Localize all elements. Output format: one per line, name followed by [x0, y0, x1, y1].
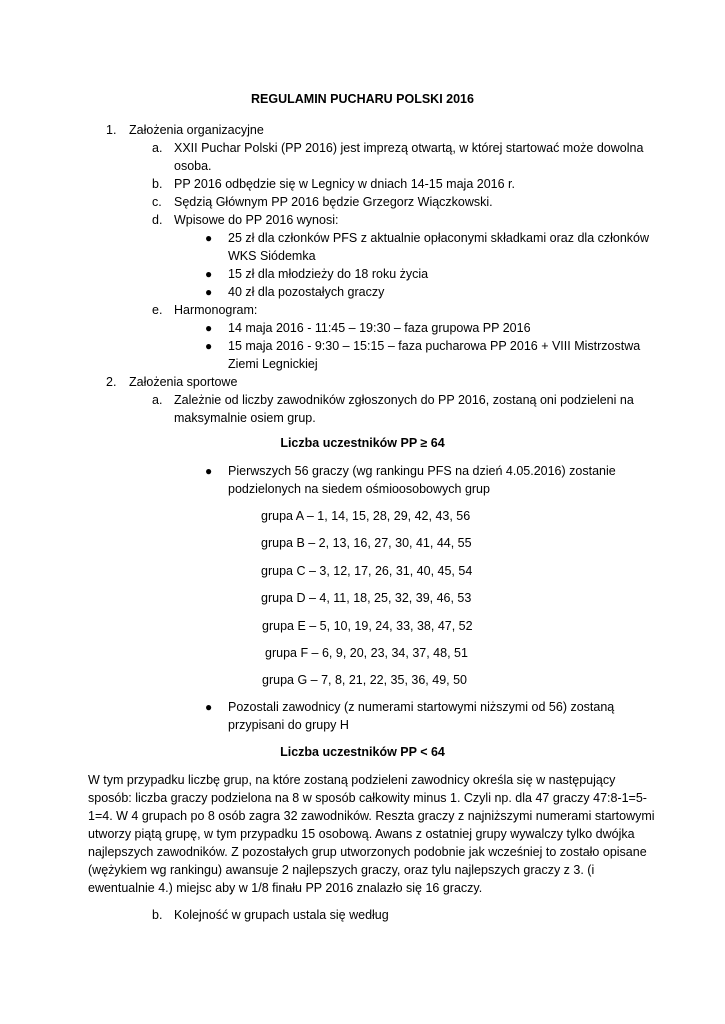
s1-item-c-marker: c.: [152, 195, 162, 209]
s2-item-a-line2: maksymalnie osiem grup.: [174, 411, 316, 425]
s1-item-b-marker: b.: [152, 177, 163, 191]
section-2-number: 2.: [106, 375, 117, 389]
section-2-label: Założenia sportowe: [129, 375, 238, 389]
schedule-day2-line1: 15 maja 2016 - 9:30 – 15:15 – faza pucharowa PP 2016 + VIII Mistrzostwa: [228, 339, 641, 353]
paragraph-line: sposób: liczba graczy podzielona na 8 w sposób całkowity minus 1. Czyli np. dla 47 graczy 47:8-1=5-: [88, 791, 647, 805]
bullet-icon: ●: [205, 464, 213, 478]
s2-item-a-marker: a.: [152, 393, 163, 407]
fee-others: 40 zł dla pozostałych graczy: [228, 285, 385, 299]
s1-item-a-line2: osoba.: [174, 159, 212, 173]
group-a: grupa A – 1, 14, 15, 28, 29, 42, 43, 56: [261, 509, 471, 523]
section-1-number: 1.: [106, 123, 117, 137]
paragraph-line: najlepszych zawodników. Z pozostałych grup utworzonych podobnie jak wcześniej to zostało opisane: [88, 845, 647, 859]
schedule-day1: 14 maja 2016 - 11:45 – 19:30 – faza grupowa PP 2016: [228, 321, 531, 335]
bullet-icon: ●: [205, 321, 213, 335]
group-f: grupa F – 6, 9, 20, 23, 34, 37, 48, 51: [265, 646, 468, 660]
paragraph-line: ewentualnie 4.) miejsc aby w 1/8 finału PP 2016 znalazło się 16 graczy.: [88, 881, 483, 895]
document-title: REGULAMIN PUCHARU POLSKI 2016: [251, 92, 474, 106]
schedule-day2-line2: Ziemi Legnickiej: [228, 357, 318, 371]
group-c: grupa C – 3, 12, 17, 26, 31, 40, 45, 54: [261, 564, 473, 578]
s1-item-b-text: PP 2016 odbędzie się w Legnicy w dniach 14-15 maja 2016 r.: [174, 177, 515, 191]
group-e: grupa E – 5, 10, 19, 24, 33, 38, 47, 52: [262, 619, 473, 633]
s1-item-a-line1: XXII Puchar Polski (PP 2016) jest imprezą otwartą, w której startować może dowolna: [174, 141, 644, 155]
s1-item-d-marker: d.: [152, 213, 163, 227]
bullet-icon: ●: [205, 700, 213, 714]
s1-item-e-text: Harmonogram:: [174, 303, 258, 317]
fee-youth: 15 zł dla młodzieży do 18 roku życia: [228, 267, 429, 281]
s2-item-a-line1: Zależnie od liczby zawodników zgłoszonych do PP 2016, zostaną oni podzieleni na: [174, 393, 634, 407]
heading-participants-ge-64: Liczba uczestników PP ≥ 64: [280, 436, 445, 450]
section-1-label: Założenia organizacyjne: [129, 123, 264, 137]
group-b: grupa B – 2, 13, 16, 27, 30, 41, 44, 55: [261, 536, 472, 550]
paragraph-line: (wężykiem wg rankingu) awansuje 2 najlepszych graczy, oraz tylu najlepszych graczy z 3. (i: [88, 863, 595, 877]
fee-pfs-line1: 25 zł dla członków PFS z aktualnie opłaconymi składkami oraz dla członków: [228, 231, 650, 245]
s1-item-d-text: Wpisowe do PP 2016 wynosi:: [174, 213, 339, 227]
s1-item-e-marker: e.: [152, 303, 163, 317]
s2-item-b-marker: b.: [152, 908, 163, 922]
s1-item-a-marker: a.: [152, 141, 163, 155]
bullet-icon: ●: [205, 285, 213, 299]
fee-pfs-line2: WKS Siódemka: [228, 249, 316, 263]
bullet-icon: ●: [205, 231, 213, 245]
bullet-icon: ●: [205, 267, 213, 281]
bullet-icon: ●: [205, 339, 213, 353]
ge-bullet1-line1: Pierwszych 56 graczy (wg rankingu PFS na dzień 4.05.2016) zostanie: [228, 464, 616, 478]
group-g: grupa G – 7, 8, 21, 22, 35, 36, 49, 50: [262, 673, 468, 687]
ge-bullet1-line2: podzielonych na siedem ośmioosobowych grup: [228, 482, 490, 496]
group-d: grupa D – 4, 11, 18, 25, 32, 39, 46, 53: [261, 591, 472, 605]
paragraph-line: W tym przypadku liczbę grup, na które zostaną podzieleni zawodnicy określa się w następujący: [88, 773, 616, 787]
paragraph-line: utworzy piątą grupę, w tym przypadku 15 osobową. Awans z ostatniej grupy wywalczy tylko dwójka: [88, 827, 635, 841]
s1-item-c-text: Sędzią Głównym PP 2016 będzie Grzegorz Wiączkowski.: [174, 195, 493, 209]
paragraph-line: 1=4. W 4 grupach po 8 osób zagra 32 zawodników. Reszta graczy z najniższymi numerami startowymi: [88, 809, 655, 823]
s2-item-b-text: Kolejność w grupach ustala się według: [174, 908, 389, 922]
ge-bullet2-line2: przypisani do grupy H: [228, 718, 349, 732]
heading-participants-lt-64: Liczba uczestników PP < 64: [280, 745, 445, 759]
ge-bullet2-line1: Pozostali zawodnicy (z numerami startowymi niższymi od 56) zostaną: [228, 700, 615, 714]
